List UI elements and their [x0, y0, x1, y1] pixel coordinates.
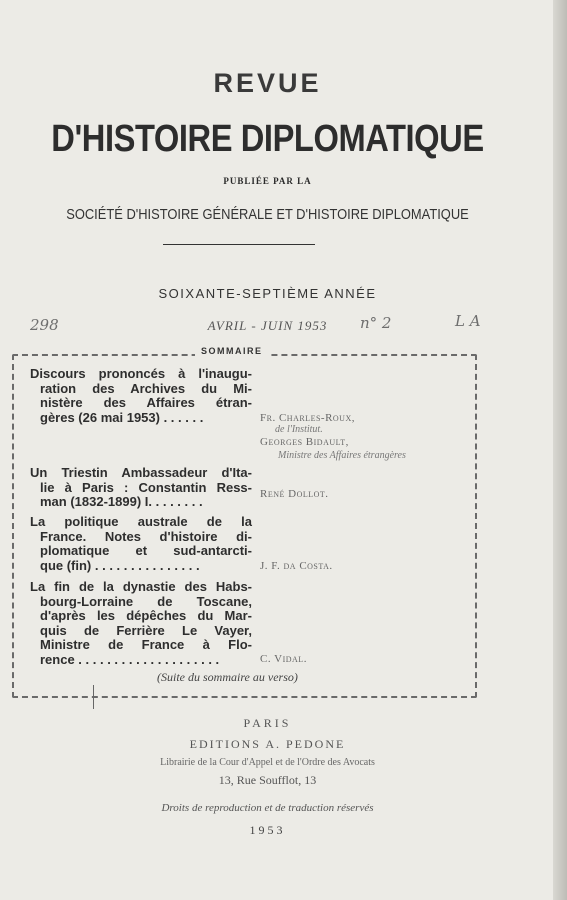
author-name: Fr. Charles-Roux,	[260, 412, 355, 424]
author-name: Georges Bidault,	[260, 436, 349, 448]
publisher-address: 13, Rue Soufflot, 13	[218, 773, 317, 787]
sommaire-entry-3	[30, 515, 252, 573]
entry-line: France. Notes d'histoire di-	[40, 528, 252, 544]
year-number: SOIXANTE-SEPTIÈME ANNÉE	[158, 286, 377, 301]
title-divider	[163, 244, 315, 245]
entry-line: que (fin) . . . . . . . . . . . . . . .	[40, 557, 200, 573]
entry-line: Discours prononcés à l'inaugu-	[30, 366, 252, 381]
entry-line: bourg-Lorraine de Toscane,	[40, 593, 252, 609]
handwritten-mark: L A	[455, 312, 481, 330]
pencil-mark	[93, 685, 94, 709]
entry-line: plomatique et sud-antarcti-	[40, 543, 252, 558]
entry-author	[260, 412, 355, 424]
journal-title: D'HISTOIRE DIPLOMATIQUE	[51, 118, 484, 160]
entry-line: Ministre de France à Flo-	[40, 637, 252, 652]
society-name: SOCIÉTÉ D'HISTOIRE GÉNÉRALE ET D'HISTOIRE DIPLOMATIQUE	[66, 206, 469, 223]
entry-line: quis de Ferrière Le Vayer,	[40, 622, 252, 638]
issue-date: AVRIL - JUIN 1953	[207, 318, 328, 333]
author-name: C. Vidal.	[260, 653, 307, 665]
sommaire-entry-2	[30, 466, 252, 510]
page-edge	[553, 0, 567, 900]
entry-line: man (1832-1899) I. . . . . . . .	[40, 494, 203, 509]
publisher-name: EDITIONS A. PEDONE	[189, 737, 346, 751]
entry-line: rence . . . . . . . . . . . . . . . . . . . .	[40, 651, 220, 667]
sommaire-continued-note: (Suite du sommaire au verso)	[157, 670, 298, 684]
journal-revue-label: REVUE	[213, 68, 322, 98]
entry-author	[260, 488, 329, 500]
publication-city: PARIS	[243, 716, 292, 730]
entry-line: lie à Paris : Constantin Ress-	[40, 479, 252, 495]
published-by-label: PUBLIÉE PAR LA	[223, 176, 312, 186]
entry-author	[260, 560, 333, 572]
sommaire-entry-4	[30, 580, 252, 667]
entry-line: Un Triestin Ambassadeur d'Ita-	[30, 465, 252, 480]
handwritten-issue: n° 2	[360, 314, 392, 332]
publication-year: 1953	[249, 823, 286, 837]
author-affiliation: Ministre des Affaires étrangères	[278, 450, 406, 461]
entry-author	[260, 653, 307, 665]
rights-notice: Droits de reproduction et de traduction réservés	[161, 802, 374, 814]
author-affiliation: de l'Institut.	[275, 424, 323, 435]
entry-line: d'après les dépêches du Mar-	[40, 608, 252, 623]
entry-line: La politique australe de la	[30, 514, 252, 529]
author-name: René Dollot.	[260, 488, 329, 500]
entry-line: ration des Archives du Mi-	[40, 380, 252, 396]
sommaire-entry-1	[30, 367, 252, 425]
entry-line: nistère des Affaires étran-	[40, 395, 252, 410]
entry-line: gères (26 mai 1953) . . . . . .	[40, 409, 204, 425]
entry-author-2	[260, 436, 349, 448]
publisher-description: Librairie de la Cour d'Appel et de l'Ordre des Avocats	[160, 757, 375, 768]
author-name: J. F. da Costa.	[260, 560, 333, 572]
sommaire-heading: SOMMAIRE	[195, 346, 269, 356]
entry-line: La fin de la dynastie des Habs-	[30, 579, 252, 594]
handwritten-number: 298	[30, 316, 59, 334]
